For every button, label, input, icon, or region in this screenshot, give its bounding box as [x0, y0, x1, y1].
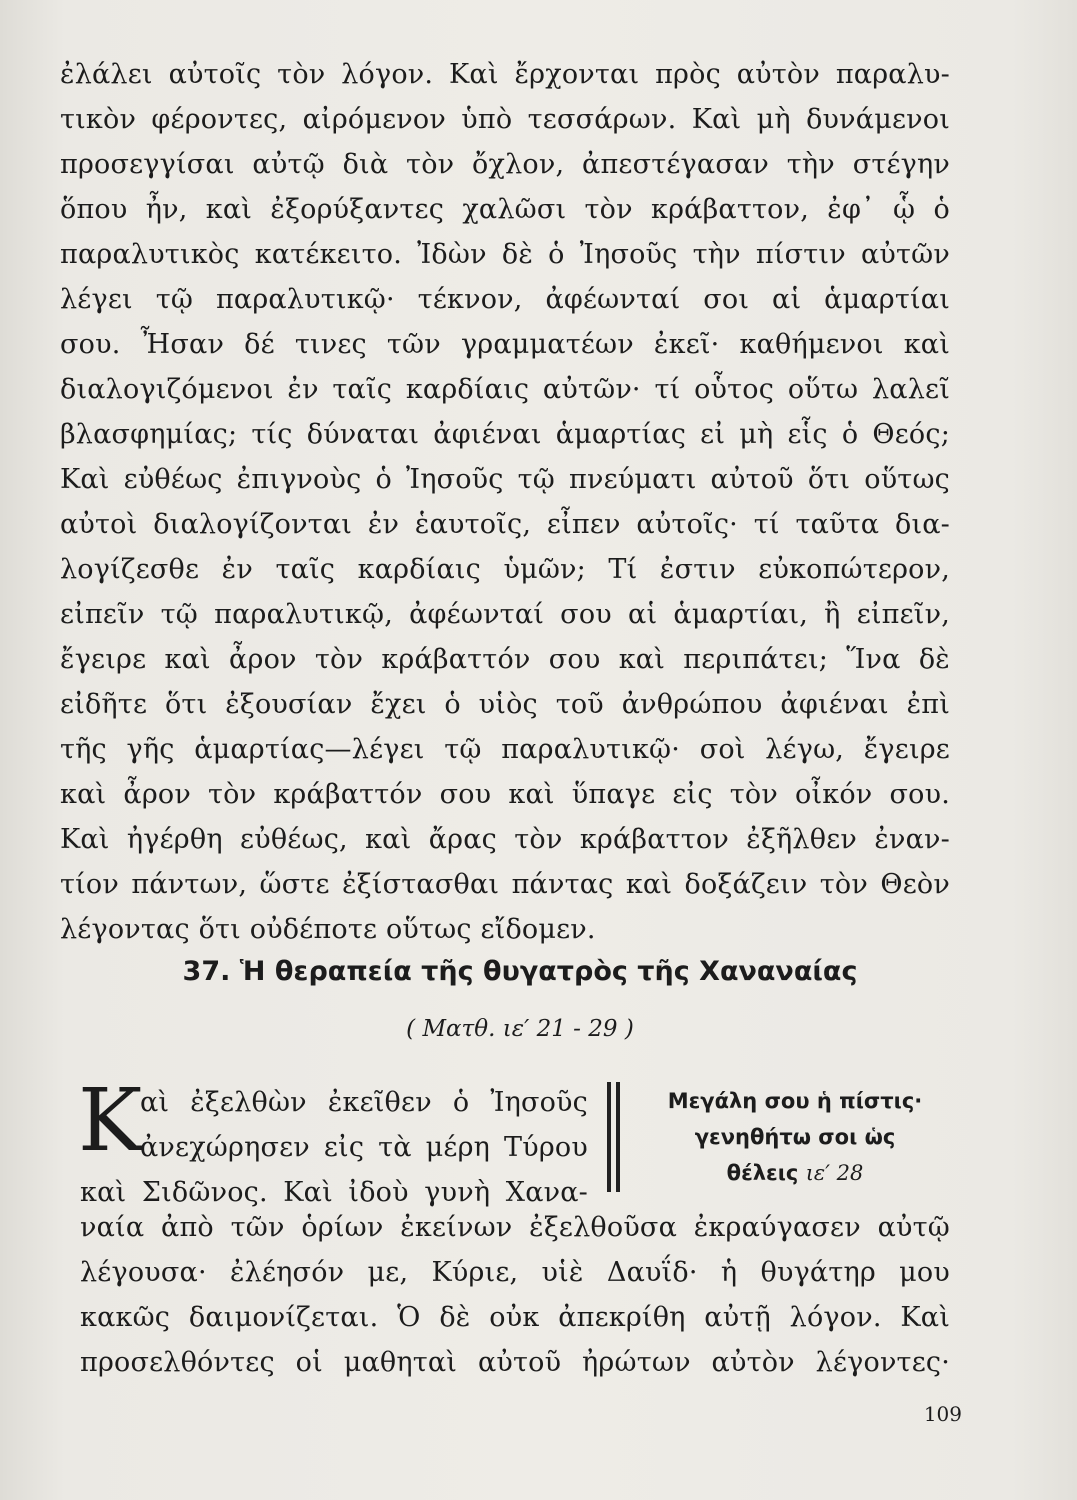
divider-rule — [607, 1082, 611, 1192]
sidebar-text: θέλεις — [726, 1161, 799, 1185]
text-line: ἔγειρε καὶ ἆρον τὸν κράβαττόν σου καὶ περιπάτει; Ἵνα δὲ — [60, 644, 950, 675]
section-number: 37. — [182, 956, 231, 987]
text-line: καὶ ἆρον τὸν κράβαττόν σου καὶ ὕπαγε εἰς τὸν οἶκόν σου. — [60, 779, 950, 810]
text-line: καὶ Σιδῶνος. Καὶ ἰδοὺ γυνὴ Χανα- — [80, 1177, 588, 1208]
divider-rule — [616, 1082, 620, 1192]
text-line: λογίζεσθε ἐν ταῖς καρδίαις ὑμῶν; Τί ἐστιν εὐκοπώτερον, — [60, 554, 950, 585]
body-text — [60, 52, 950, 952]
text-line: λέγουσα· ἐλέησόν με, Κύριε, υἱὲ Δαυΐδ· ἡ θυγάτηρ μου — [80, 1257, 950, 1288]
text-line: κακῶς δαιμονίζεται. Ὁ δὲ οὐκ ἀπεκρίθη αὐτῇ λόγον. Καὶ — [80, 1302, 950, 1333]
text-line: σου. Ἦσαν δέ τινες τῶν γραμματέων ἐκεῖ· καθήμενοι καὶ — [60, 329, 950, 360]
text-line: βλασφημίας; τίς δύναται ἀφιέναι ἁμαρτίας εἰ μὴ εἷς ὁ Θεός; — [60, 419, 950, 450]
intro-text — [140, 1080, 588, 1170]
drop-cap: K — [78, 1071, 143, 1171]
sidebar-quote — [640, 1083, 950, 1191]
sidebar-line: γενηθήτω σοι ὡς — [694, 1125, 896, 1149]
text-line: εἰδῆτε ὅτι ἐξουσίαν ἔχει ὁ υἱὸς τοῦ ἀνθρώπου ἀφιέναι ἐπὶ — [60, 689, 950, 720]
text-line: εἰπεῖν τῷ παραλυτικῷ, ἀφέωνταί σου αἱ ἁμαρτίαι, ἢ εἰπεῖν, — [60, 599, 950, 630]
text-line: τίον πάντων, ὥστε ἐξίστασθαι πάντας καὶ δοξάζειν τὸν Θεὸν — [60, 869, 950, 900]
body-text-continued — [80, 1205, 950, 1385]
sidebar-line — [640, 1155, 950, 1191]
text-line: παραλυτικὸς κατέκειτο. Ἰδὼν δὲ ὁ Ἰησοῦς τὴν πίστιν αὐτῶν — [60, 239, 950, 270]
text-line: ἐλάλει αὐτοῖς τὸν λόγον. Καὶ ἔρχονται πρὸς αὐτὸν παραλυ- — [60, 59, 950, 90]
text-line: ἀνεχώρησεν εἰς τὰ μέρη Τύρου — [140, 1132, 588, 1163]
sidebar-line: Μεγάλη σου ἡ πίστις· — [667, 1089, 923, 1113]
text-line: αὶ ἐξελθὼν ἐκεῖθεν ὁ Ἰησοῦς — [140, 1087, 588, 1118]
section-title: Ἡ θεραπεία τῆς θυγατρὸς τῆς Χαναναίας — [239, 956, 858, 987]
text-line: τικὸν φέροντες, αἰρόμενον ὑπὸ τεσσάρων. Καὶ μὴ δυνάμενοι — [60, 104, 950, 135]
text-line: λέγει τῷ παραλυτικῷ· τέκνον, ἀφέωνταί σοι αἱ ἁμαρτίαι — [60, 284, 950, 315]
sidebar-reference: ιε′ 28 — [805, 1161, 864, 1185]
page-number: 109 — [923, 1402, 962, 1426]
text-line: λέγοντας ὅτι οὐδέποτε οὕτως εἴδομεν. — [60, 914, 596, 945]
text-line: αὐτοὶ διαλογίζονται ἐν ἑαυτοῖς, εἶπεν αὐτοῖς· τί ταῦτα δια- — [60, 509, 950, 540]
text-line: Καὶ ἠγέρθη εὐθέως, καὶ ἄρας τὸν κράβαττον ἐξῆλθεν ἐναν- — [60, 824, 950, 855]
section-reference: ( Ματθ. ιε′ 21 - 29 ) — [406, 1016, 634, 1042]
text-line: ὅπου ἦν, καὶ ἐξορύξαντες χαλῶσι τὸν κράβαττον, ἐφ᾽ ᾧ ὁ — [60, 194, 950, 225]
text-line: Καὶ εὐθέως ἐπιγνοὺς ὁ Ἰησοῦς τῷ πνεύματι αὐτοῦ ὅτι οὕτως — [60, 464, 950, 495]
section-heading — [130, 952, 910, 992]
text-line: προσεγγίσαι αὐτῷ διὰ τὸν ὄχλον, ἀπεστέγασαν τὴν στέγην — [60, 149, 950, 180]
text-line: διαλογιζόμενοι ἐν ταῖς καρδίαις αὐτῶν· τί οὗτος οὕτω λαλεῖ — [60, 374, 950, 405]
text-line: ναία ἀπὸ τῶν ὁρίων ἐκείνων ἐξελθοῦσα ἐκραύγασεν αὐτῷ — [80, 1212, 950, 1243]
text-line: τῆς γῆς ἁμαρτίας—λέγει τῷ παραλυτικῷ· σοὶ λέγω, ἔγειρε — [60, 734, 950, 765]
text-line: προσελθόντες οἱ μαθηταὶ αὐτοῦ ἠρώτων αὐτὸν λέγοντες· — [80, 1347, 950, 1378]
